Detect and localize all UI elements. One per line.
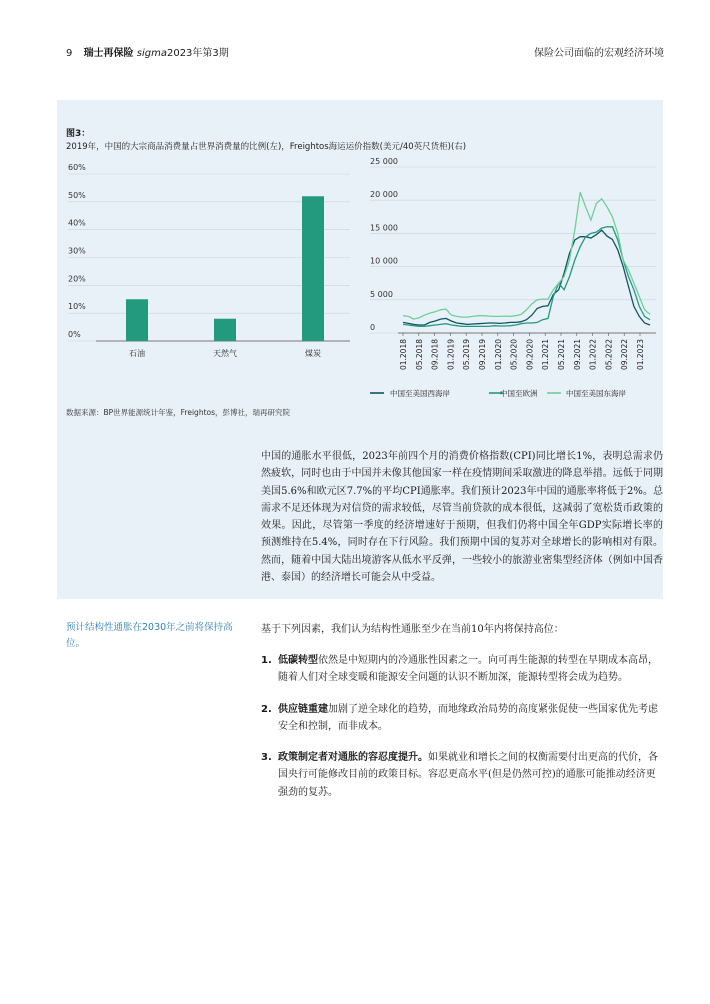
list-lead: 低碳转型: [278, 655, 318, 666]
x-tick-label: 05.2020: [509, 339, 519, 371]
x-tick-label: 01.2022: [588, 339, 598, 371]
line-chart: [370, 158, 656, 398]
list-number: 1.: [261, 655, 272, 666]
x-tick-label: 05.2018: [414, 339, 424, 371]
y-tick-label: 0: [370, 323, 376, 332]
y-tick-label: 10 000: [370, 256, 398, 266]
bar: [126, 299, 148, 341]
legend-label: 中国至欧洲: [500, 389, 538, 398]
y-tick-label: 40%: [68, 218, 86, 228]
list-text: 依然是中短期内的冷通胀性因素之一。向可再生能源的转型在早期成本高昂，随着人们对全球变暖和能源安全问题的认识不断加深，能源转型将会成为趋势。: [278, 655, 658, 684]
page-number: 9: [66, 48, 73, 59]
list-item: [261, 749, 663, 801]
x-tick-label: 09.2022: [620, 339, 630, 371]
list-lead: 供应链重建: [278, 703, 328, 715]
list-lead: 政策制定者对通胀的容忍度提升。: [278, 752, 428, 764]
x-tick-label: 01.2019: [446, 339, 456, 371]
x-tick-label: 01.2023: [636, 339, 645, 371]
y-tick-label: 20 000: [370, 190, 398, 200]
y-tick-label: 15 000: [370, 223, 398, 233]
x-tick-label: 01.2020: [493, 339, 503, 371]
y-tick-label: 25 000: [370, 158, 398, 166]
y-tick-label: 5 000: [370, 289, 393, 299]
x-tick-label: 09.2019: [478, 339, 487, 371]
brand-name: 瑞士再保险: [83, 48, 134, 59]
x-tick-label: 01.2021: [541, 339, 551, 371]
x-tick-label: 05.2019: [462, 339, 472, 371]
bar: [302, 196, 324, 341]
y-tick-label: 0%: [68, 330, 81, 339]
body-paragraph: 中国的通胀水平很低，2023年前四个月的消费价格指数(CPI)同比增长1%，表明总需求仍然疲软，同时也由于中国并未像其他国家一样在疫情期间采取激进的降息举措。远低于同期美国5.6%和欧元区7.7%的平均CPI通胀率。我们预计2023年中国的通胀率将低于2%。总需求不足还体现为对信贷的需求较低，尽管当前贷款的成本很低，这减弱了宽松货币政策的效果。因此，尽管第一季度的经济增速好于预期，但我们仍将中国全年GDP实际增长率的预测维持在5.4%，同时存在下行风险。我们预期中国的复苏对全球增长的影响相对有限。 然而，随着中国大陆出境游客从低水平反弹，一些较小的旅游业密集型经济体（例如中国香港、泰国）的经济增长可能会从中受益。: [261, 451, 663, 584]
list-item: [261, 652, 663, 687]
list-item: [261, 701, 663, 736]
list-number: 3.: [261, 752, 272, 764]
list-number: 2.: [261, 703, 272, 715]
x-tick-label: 天然气: [213, 349, 237, 358]
x-tick-label: 05.2022: [604, 339, 614, 371]
figure-charts: [60, 158, 660, 403]
list-text: 如果就业和增长之间的权衡需要付出更高的代价，各国央行可能修改目前的政策目标。容忍更高水平(但是仍然可控)的通胀可能推动经济更强劲的复苏。: [278, 752, 658, 798]
y-tick-label: 30%: [68, 246, 86, 256]
figure-source: 数据来源：BP世界能源统计年鉴，Freightos，彭博社，瑞再研究院: [66, 408, 291, 417]
x-tick-label: 09.2018: [430, 339, 440, 371]
x-tick-label: 01.2018: [399, 339, 408, 371]
legend-label: 中国至美国东海岸: [566, 389, 626, 398]
header-left: [66, 44, 229, 59]
bar: [214, 319, 236, 341]
x-tick-label: 09.2021: [572, 339, 582, 371]
legend-label: 中国至美国西海岸: [390, 389, 450, 398]
list-intro: 基于下列因素，我们认为结构性通胀至少在当前10年内将保持高位：: [261, 624, 564, 635]
figure-caption: 2019年，中国的大宗商品消费量占世界消费量的比例(左)，Freightos海运运价指数(美元/40英尺货柜)(右): [66, 142, 467, 152]
x-tick-label: 煤炭: [305, 349, 321, 358]
figure-label: 图3：: [66, 129, 91, 139]
section-title: 保险公司面临的宏观经济环境: [534, 48, 664, 59]
y-tick-label: 20%: [68, 274, 86, 284]
y-tick-label: 10%: [68, 302, 86, 312]
list-text: 加剧了逆全球化的趋势，而地缘政治局势的高度紧张促使一些国家优先考虑安全和控制，而非成本。: [278, 703, 658, 732]
series-line: [403, 230, 650, 325]
bar-chart: [68, 163, 350, 358]
factor-list: [261, 652, 663, 815]
y-tick-label: 50%: [68, 190, 86, 200]
y-tick-label: 60%: [68, 163, 86, 172]
page-header: [66, 44, 664, 60]
issue-label: 2023年第3期: [166, 48, 229, 59]
sigma-label: sigma: [136, 48, 167, 59]
x-tick-label: 05.2021: [557, 339, 566, 371]
sidenote: 预计结构性通胀在2030年之前将保持高位。: [66, 622, 233, 649]
x-tick-label: 09.2020: [525, 339, 535, 371]
x-tick-label: 石油: [129, 349, 145, 358]
